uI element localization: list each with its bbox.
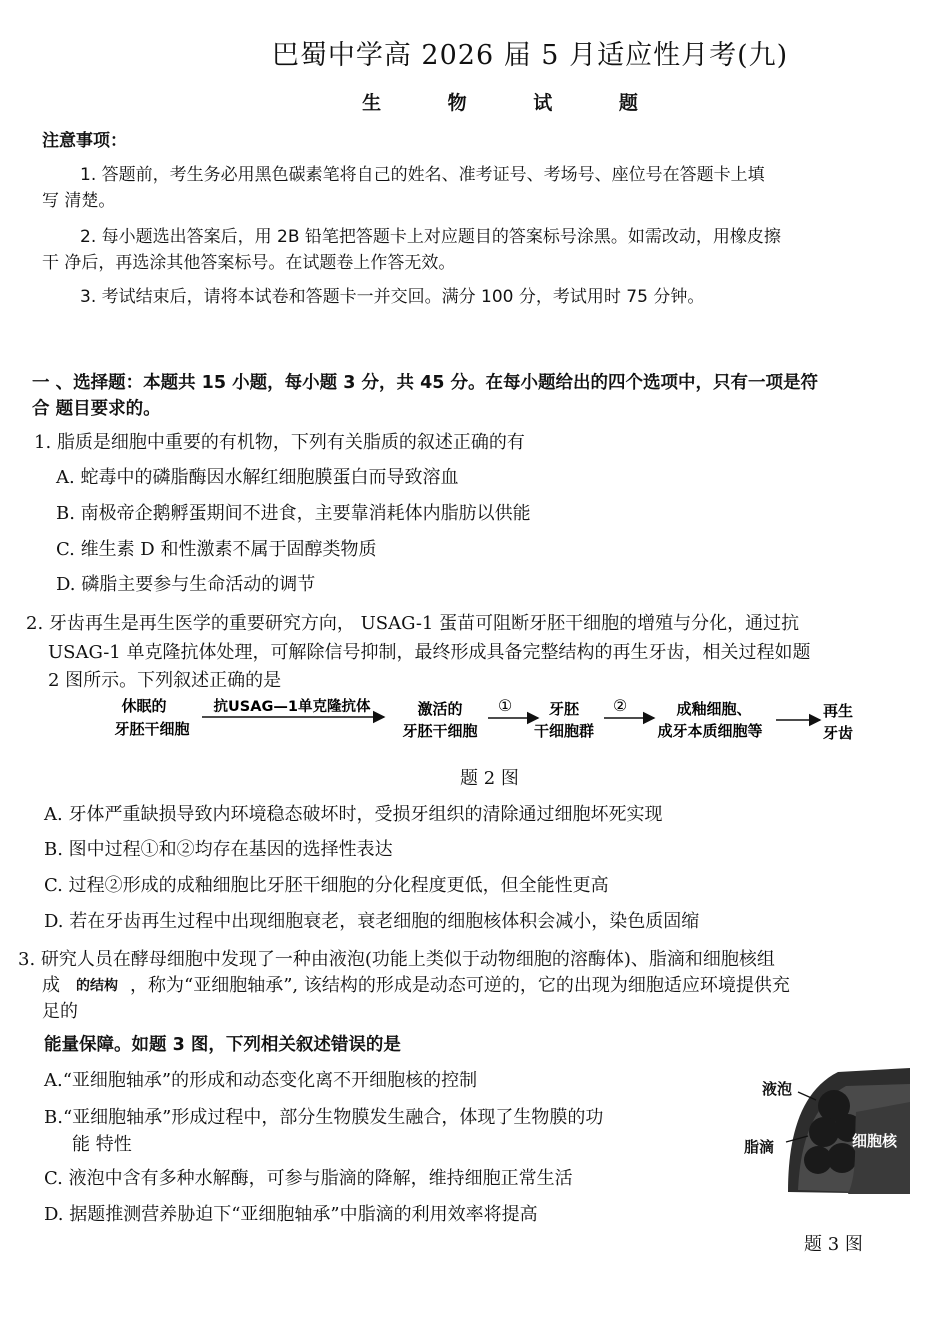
flow-node-regenerated-tooth: [823, 702, 853, 742]
flow-node-activated-cells: [402, 700, 477, 740]
q3-option-c: C. 液泡中含有多种水解酶，可参与脂滴的降解，维持细胞正常生活: [44, 1168, 573, 1189]
flow-node-dormant-line-2: 牙胚干细胞: [114, 720, 190, 738]
exam-title: 巴蜀中学高 2026 届 5 月适应性月考(九): [271, 40, 789, 71]
q3-option-a: A.“亚细胞轴承”的形成和动态变化离不开细胞核的控制: [44, 1070, 478, 1091]
exam-subtitle: 生 物 试 题: [362, 92, 668, 114]
flow-node-differentiated-cells: [657, 700, 762, 740]
lipid-droplet-2: [809, 1117, 839, 1147]
q1-option-c: C. 维生素 D 和性激素不属于固醇类物质: [56, 539, 377, 560]
flow-node-dormant-line-1: 休眠的: [121, 697, 167, 715]
q2-flow-diagram: [100, 692, 860, 752]
q3-stem-line-2b: 的结构: [76, 978, 118, 994]
flow-node-tooth-line-2: 牙齿: [822, 724, 854, 742]
notice-heading: 注意事项：: [42, 131, 127, 151]
q3-option-d: D. 据题推测营养胁迫下“亚细胞轴承”中脂滴的利用效率将提高: [44, 1204, 538, 1225]
flow-node-diff-line-2: 成牙本质细胞等: [657, 722, 763, 740]
flow-node-tooth-line-1: 再生: [822, 702, 854, 720]
flow-node-diff-line-1: 成釉细胞、: [676, 700, 752, 718]
q2-stem-line-1: 2. 牙齿再生是再生医学的重要研究方向， USAG-1 蛋苗可阻断牙胚干细胞的增殖与分化，通过抗: [26, 613, 800, 634]
flow-node-activated-line-2: 牙胚干细胞: [402, 722, 478, 740]
label-lipid-droplet: 脂滴: [744, 1138, 775, 1156]
q1-option-d: D. 磷脂主要参与生命活动的调节: [56, 574, 316, 595]
q2-option-b: B. 图中过程①和②均存在基因的选择性表达: [44, 839, 393, 860]
q3-micrograph-figure: [738, 1062, 910, 1194]
label-nucleus: 细胞核: [852, 1132, 898, 1150]
flow-node-activated-line-1: 激活的: [417, 700, 463, 718]
q3-stem-line-1: 3. 研究人员在酵母细胞中发现了一种由液泡(功能上类似于动物细胞的溶酶体)、脂滴和细胞核组: [18, 949, 775, 970]
label-vacuole: 液泡: [762, 1080, 793, 1098]
notice-item-1-line-1: 1. 答题前，考生务必用黑色碳素笔将自己的姓名、准考证号、考场号、座位号在答题卡上填: [80, 165, 765, 185]
flow-arrow-1-label: 抗USAG—1单克隆抗体: [213, 699, 371, 715]
q3-stem-line-2a: 成: [42, 975, 60, 996]
notice-item-2-line-1: 2. 每小题选出答案后，用 2B 铅笔把答题卡上对应题目的答案标号涂黑。如需改动，用橡皮擦: [80, 227, 781, 247]
flow-node-dormant-cells: [114, 697, 189, 738]
q3-stem-line-4: 能量保障。如题 3 图，下列相关叙述错误的是: [44, 1035, 401, 1055]
notice-item-1-line-2: 写 清楚。: [42, 191, 116, 211]
q1-option-a: A. 蛇毒中的磷脂酶因水解红细胞膜蛋白而导致溶血: [56, 467, 459, 488]
q1-option-b: B. 南极帝企鹅孵蛋期间不进食，主要靠消耗体内脂肪以供能: [56, 503, 531, 524]
notice-item-2-line-2: 干 净后，再选涂其他答案标号。在试题卷上作答无效。: [42, 253, 456, 273]
q2-option-a: A. 牙体严重缺损导致内环境稳态破坏时，受损牙组织的清除通过细胞坏死实现: [44, 804, 663, 825]
flow-arrow-3-label: ②: [612, 696, 628, 715]
flow-node-group-line-2: 干细胞群: [533, 722, 595, 740]
section-heading-line-2: 合 题目要求的。: [32, 399, 161, 419]
q2-stem-line-3: 2 图所示。下列叙述正确的是: [48, 670, 282, 691]
q3-stem-line-2c: ，称为“亚细胞轴承”, 该结构的形成是动态可逆的，它的出现为细胞适应环境提供充: [130, 975, 790, 996]
q2-option-d: D. 若在牙齿再生过程中出现细胞衰老，衰老细胞的细胞核体积会减小，染色质固缩: [44, 911, 700, 932]
q2-option-c: C. 过程②形成的成釉细胞比牙胚干细胞的分化程度更低，但全能性更高: [44, 875, 609, 896]
q3-option-b-line-1: B.“亚细胞轴承”形成过程中，部分生物膜发生融合，体现了生物膜的功: [44, 1107, 604, 1128]
q2-figure-caption: 题 2 图: [460, 768, 519, 789]
q1-stem: 1. 脂质是细胞中重要的有机物，下列有关脂质的叙述正确的有: [34, 432, 525, 453]
flow-arrow-2-label: ①: [497, 696, 513, 715]
notice-item-3: 3. 考试结束后，请将本试卷和答题卡一并交回。满分 100 分，考试用时 75 分钟。: [80, 287, 705, 307]
q3-stem-line-3: 足的: [42, 1001, 78, 1022]
q3-option-b-line-2: 能 特性: [72, 1134, 132, 1155]
flow-node-group-line-1: 牙胚: [548, 700, 580, 718]
section-heading-line-1: 一 、选择题：本题共 15 小题，每小题 3 分，共 45 分。在每小题给出的四个选项中，只有一项是符: [32, 373, 819, 393]
q3-figure-caption: 题 3 图: [804, 1234, 863, 1255]
q2-stem-line-2: USAG-1 单克隆抗体处理，可解除信号抑制，最终形成具备完整结构的再生牙齿，相关过程如题: [48, 642, 811, 663]
flow-node-germ-cell-group: [534, 700, 594, 740]
